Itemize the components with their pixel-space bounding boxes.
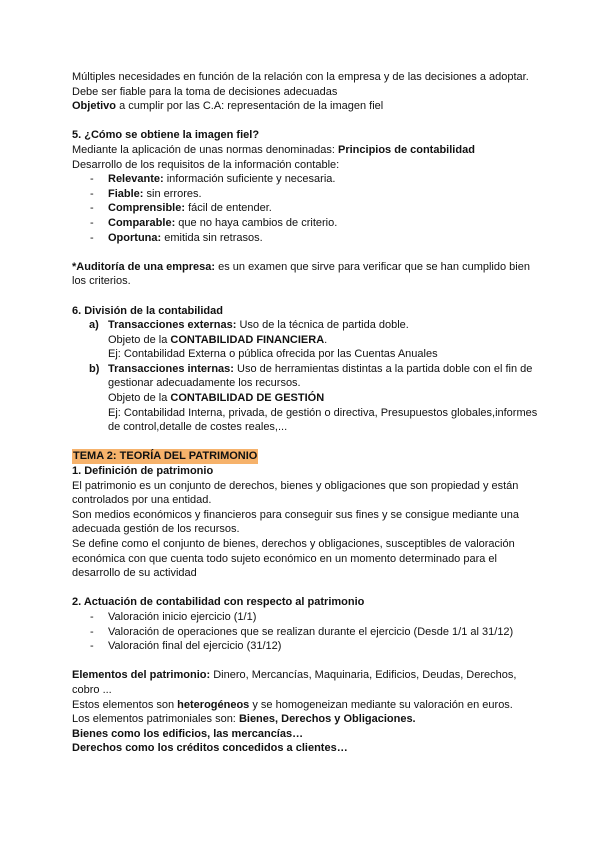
- list-item: [72, 201, 542, 216]
- document-page: [72, 70, 542, 756]
- list-item: [72, 172, 542, 187]
- patrimoniales-line: [72, 712, 542, 727]
- section-5-title: 5. ¿Cómo se obtiene la imagen fiel?: [72, 129, 260, 142]
- auditoria-text: es un examen que sirve para verificar que se han cumplido bien los criterios.: [72, 260, 530, 288]
- list-item: [72, 216, 542, 231]
- marker-a: a): [89, 319, 99, 332]
- b-label: Transacciones internas:: [108, 362, 234, 375]
- elementos-paragraph: [72, 668, 542, 697]
- item-text: que no haya cambios de criterio.: [175, 216, 338, 229]
- section-5-line-1: [72, 143, 542, 158]
- intro-line-2: Debe ser fiable para la toma de decisiones adecuadas: [72, 85, 338, 98]
- objetivo-text: a cumplir por las C.A: representación de la imagen fiel: [116, 100, 384, 113]
- a-objeto-suffix: .: [324, 333, 328, 346]
- elementos-text: Dinero, Mercancías, Maquinaria, Edificios, Deudas, Derechos, cobro ...: [72, 669, 517, 696]
- auditoria-label: *Auditoría de una empresa:: [72, 260, 216, 273]
- actuacion-list: [72, 610, 542, 654]
- item-label: Relevante:: [108, 173, 164, 186]
- list-item: - Valoración final del ejercicio (31/12): [72, 639, 542, 654]
- het-bold: heterogéneos: [177, 698, 250, 711]
- item-label: Oportuna:: [108, 231, 162, 244]
- b-ejemplo: Ej: Contabilidad Interna, privada, de gestión o directiva, Presupuestos globales,informes de control,detalle de costes reales,...: [108, 406, 538, 434]
- list-item: - Valoración de operaciones que se realizan durante el ejercicio (Desde 1/1 al 31/12): [72, 625, 542, 640]
- son-bold: Bienes, Derechos y Obligaciones.: [238, 713, 416, 726]
- a-text: Uso de la técnica de partida doble.: [236, 319, 409, 332]
- b-text: Uso de herramientas distintas a la partida doble con el fin de gestionar adecuadamente los recursos.: [108, 362, 533, 390]
- a-objeto-bold: CONTABILIDAD FINANCIERA: [170, 333, 325, 346]
- requisitos-list: [72, 172, 542, 245]
- marker-b: b): [89, 362, 100, 375]
- a-label: Transacciones externas:: [108, 319, 237, 332]
- item-text: fácil de entender.: [185, 202, 272, 215]
- objetivo-label: Objetivo: [72, 100, 117, 113]
- actuacion-title: 2. Actuación de contabilidad con respecto al patrimonio: [72, 596, 365, 609]
- definicion-p1: El patrimonio es un conjunto de derechos, bienes y obligaciones que son propiedad y están controlados por una entidad.: [72, 479, 519, 507]
- a-objeto: [108, 333, 542, 348]
- intro-line-1: Múltiples necesidades en función de la relación con la empresa y de las decisiones a adoptar.: [72, 71, 529, 83]
- b-objeto: [108, 391, 542, 406]
- item-label: Comprensible:: [108, 202, 186, 215]
- item-label: Comparable:: [108, 216, 176, 229]
- derechos-line: Derechos como los créditos concedidos a clientes…: [72, 742, 348, 755]
- item-label: Fiable:: [108, 187, 144, 200]
- item-text: información suficiente y necesaria.: [163, 173, 336, 186]
- definicion-p3: Se define como el conjunto de bienes, derechos y obligaciones, susceptibles de valoración económica con que cuenta todo sujeto económico en un momento determinado para el desarrollo de su actividad: [72, 538, 515, 580]
- definicion-title: 1. Definición de patrimonio: [72, 465, 214, 478]
- a-ejemplo: Ej: Contabilidad Externa o pública ofrecida por las Cuentas Anuales: [108, 348, 438, 361]
- list-item-a: [72, 318, 542, 362]
- auditoria-paragraph: [72, 260, 542, 289]
- elementos-label: Elementos del patrimonio:: [72, 669, 211, 682]
- objetivo-line: [72, 99, 542, 114]
- b-objeto-prefix: Objeto de la: [108, 392, 171, 405]
- a-objeto-prefix: Objeto de la: [108, 333, 171, 346]
- item-text: emitida sin retrasos.: [161, 231, 263, 244]
- section-6-title: 6. División de la contabilidad: [72, 304, 223, 317]
- het-prefix: Estos elementos son: [72, 698, 178, 711]
- tema-2-heading-line: [72, 449, 542, 464]
- list-item-b: [72, 362, 542, 435]
- list-item: - Valoración inicio ejercicio (1/1): [72, 610, 542, 625]
- son-prefix: Los elementos patrimoniales son:: [72, 713, 239, 726]
- list-item: [72, 187, 542, 202]
- principios-label: Principios de contabilidad: [338, 143, 475, 156]
- list-item: [72, 231, 542, 246]
- s5-line1-prefix: Mediante la aplicación de unas normas denominadas:: [72, 143, 338, 156]
- bienes-line: Bienes como los edificios, las mercancías…: [72, 727, 304, 740]
- item-text: sin errores.: [143, 187, 202, 200]
- division-list: [72, 318, 542, 435]
- b-objeto-bold: CONTABILIDAD DE GESTIÓN: [170, 392, 325, 405]
- section-5-line-2: Desarrollo de los requisitos de la información contable:: [72, 158, 340, 171]
- tema-2-heading: TEMA 2: TEORÍA DEL PATRIMONIO: [73, 450, 258, 463]
- het-suffix: y se homogeneizan mediante su valoración en euros.: [249, 698, 513, 711]
- heterogeneos-line: [72, 698, 542, 713]
- definicion-p2: Son medios económicos y financieros para conseguir sus fines y se consigue mediante una adecuada gestión de los recursos.: [72, 508, 519, 536]
